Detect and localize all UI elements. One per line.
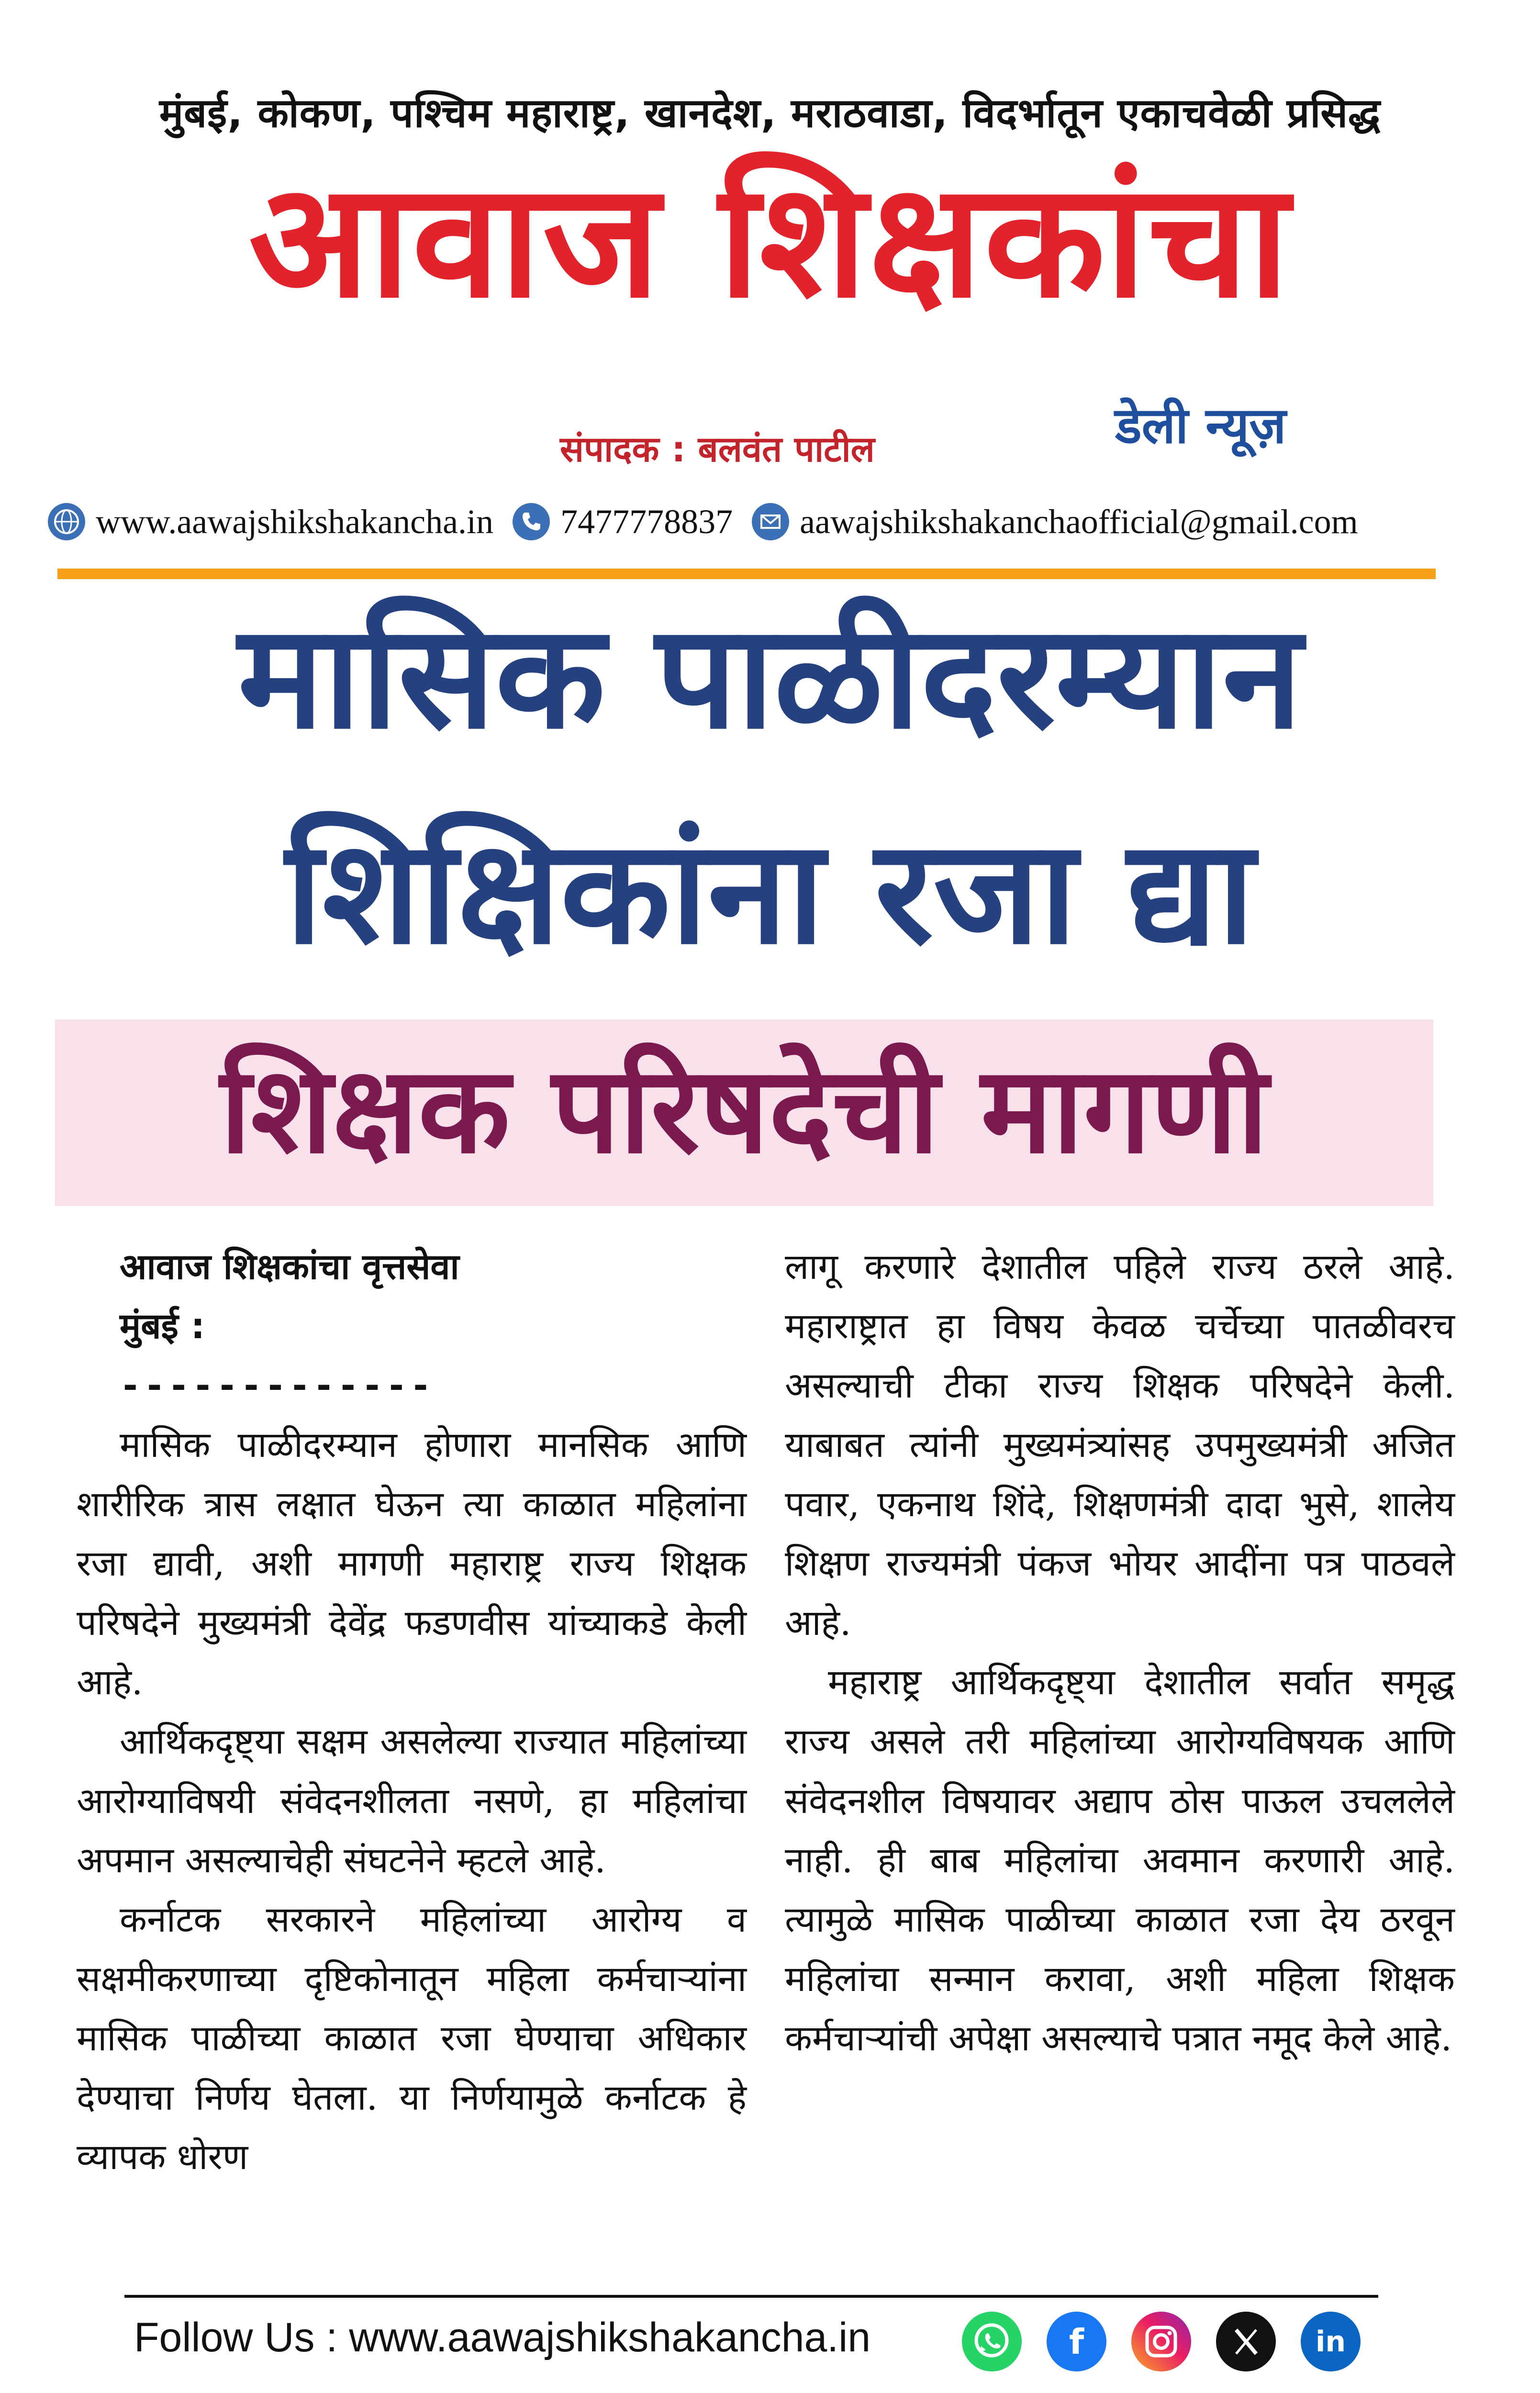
subheadline: शिक्षक परिषदेची मागणी <box>220 1040 1269 1180</box>
headline-line-2: शिक्षिकांना रजा द्या <box>285 809 1255 976</box>
phone-icon <box>513 503 550 540</box>
separator: ------------- <box>120 1365 435 1406</box>
paragraph: आर्थिकदृष्ट्या सक्षम असलेल्या राज्यात महिलांच्या आरोग्याविषयी संवेदनशीलता नसणे, हा महिलांचा अपमान असल्याचेही संघटनेने म्हटले आहे. <box>77 1721 747 1881</box>
website-text[interactable]: www.aawajshikshakancha.in <box>96 502 494 541</box>
headline-line-1: मासिक पाळीदरम्यान <box>238 593 1302 760</box>
header-divider <box>57 569 1436 579</box>
paragraph: महाराष्ट्र आर्थिकदृष्ट्या देशातील सर्वात समृद्ध राज्य असले तरी महिलांच्या आरोग्यविषयक आणि संवेदनशील विषयावर अद्याप ठोस पाऊल उचललेले नाही. ही बाब महिलांचा अवमान करणारी आहे. त्यामुळे मासिक पाळीच्या काळात रजा देय ठरवून महिलांचा सन्मान करावा, अशी महिला शिक्षक कर्मचाऱ्यांची अपेक्षा असल्याचे पत्रात नमूद केले आहे. <box>785 1662 1455 2059</box>
website-contact[interactable] <box>48 502 493 542</box>
article-column-right <box>785 1237 1455 2068</box>
social-icons <box>962 2312 1361 2371</box>
globe-icon <box>48 503 85 540</box>
paragraph: कर्नाटक सरकारने महिलांच्या आरोग्य व सक्षमीकरणाच्या दृष्टिकोनातून महिला कर्मचाऱ्यांना मासिक पाळीच्या काळात रजा घेण्याचा अधिकार देण्याचा निर्णय घेतला. या निर्णयामुळे कर्नाटक हे व्यापक धोरण <box>77 1899 747 2178</box>
phone-text[interactable]: 7477778837 <box>560 502 733 541</box>
footer-divider-top <box>124 2295 1378 2298</box>
article-column-left <box>77 1237 747 2187</box>
contact-row <box>48 493 1492 550</box>
linkedin-icon[interactable]: in <box>1301 2312 1361 2371</box>
instagram-icon[interactable] <box>1131 2312 1191 2371</box>
tagline: मुंबई, कोकण, पश्चिम महाराष्ट्र, खानदेश, मराठवाडा, विदर्भातून एकाचवेळी प्रसिद्ध <box>159 89 1381 136</box>
mail-icon <box>752 503 789 540</box>
whatsapp-icon[interactable] <box>962 2312 1022 2371</box>
follow-us-text[interactable]: Follow Us : www.aawajshikshakancha.in <box>134 2315 871 2360</box>
paragraph: मासिक पाळीदरम्यान होणारा मानसिक आणि शारीरिक त्रास लक्षात घेऊन त्या काळात महिलांना रजा द्यावी, अशी मागणी महाराष्ट्र राज्य शिक्षक परिषदेने मुख्यमंत्री देवेंद्र फडणवीस यांच्याकडे केली आहे. <box>77 1424 747 1703</box>
daily-news-label: डेली न्यूज़ <box>1115 396 1286 455</box>
masthead-title: आवाज शिक्षकांचा <box>248 149 1292 333</box>
byline: आवाज शिक्षकांचा वृत्तसेवा <box>120 1246 459 1287</box>
paragraph: लागू करणारे देशातील पहिले राज्य ठरले आहे. महाराष्ट्रात हा विषय केवळ चर्चेच्या पातळीवरच असल्याची टीका राज्य शिक्षक परिषदेने केली. याबाबत त्यांनी मुख्यमंत्र्यांसह उपमुख्यमंत्री अजित पवार, एकनाथ शिंदे, शिक्षणमंत्री दादा भुसे, शालेय शिक्षण राज्यमंत्री पंकज भोयर आदींना पत्र पाठवले आहे. <box>785 1246 1455 1644</box>
email-contact[interactable] <box>752 502 1358 542</box>
facebook-icon[interactable]: f <box>1047 2312 1106 2371</box>
dateline: मुंबई : <box>120 1306 205 1347</box>
phone-contact[interactable] <box>513 502 733 542</box>
x-icon[interactable] <box>1216 2312 1276 2371</box>
editor-credit: संपादक : बलवंत पाटील <box>560 429 875 470</box>
email-text[interactable]: aawajshikshakanchaofficial@gmail.com <box>800 502 1358 541</box>
